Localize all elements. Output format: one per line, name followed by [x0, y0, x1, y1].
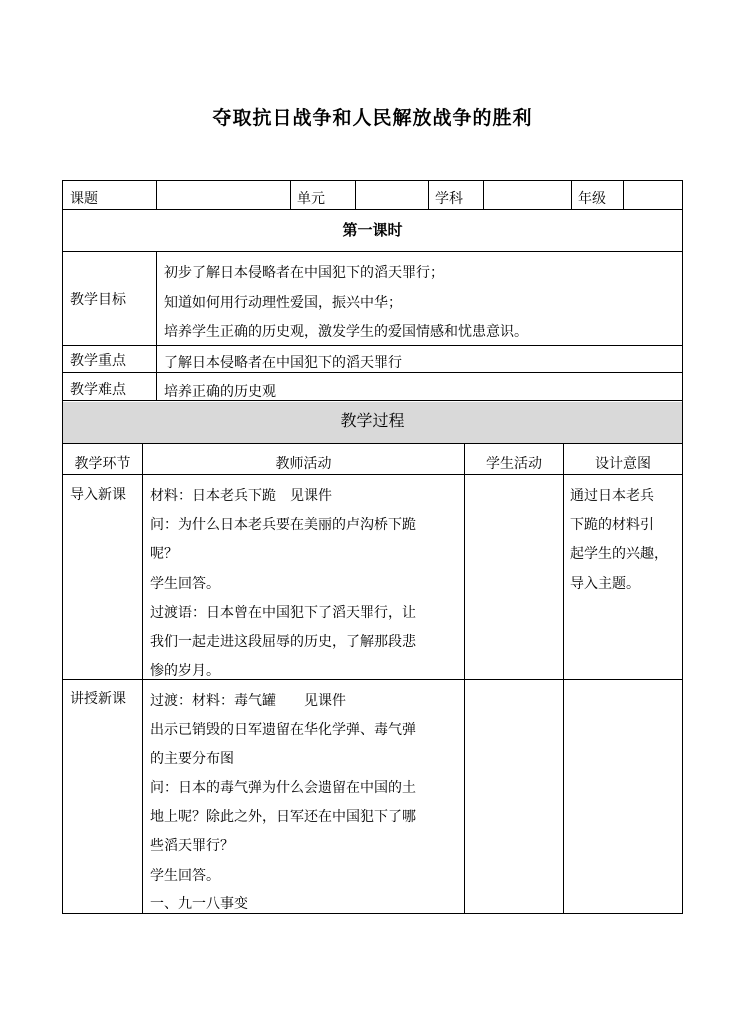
lesson-title: 第一课时 — [342, 221, 403, 239]
table-border-bottom — [62, 913, 683, 914]
design-line: 起学生的兴趣， — [570, 546, 668, 562]
table-rule — [428, 180, 429, 209]
teacher-line: 地上呢？除此之外，日军还在中国犯下了哪 — [150, 809, 416, 825]
table-rule — [290, 180, 291, 209]
key-point-text: 了解日本侵略者在中国犯下的滔天罪行 — [164, 355, 402, 371]
stage-label: 导入新课 — [70, 487, 126, 503]
table-border-left — [62, 180, 63, 914]
design-line: 导入主题。 — [570, 576, 640, 592]
teacher-line: 呢？ — [150, 546, 178, 562]
design-line: 下跪的材料引 — [570, 517, 654, 533]
process-title: 教学过程 — [340, 411, 405, 430]
teacher-line: 过渡：材料：毒气罐 见课件 — [150, 693, 346, 709]
goals-label: 教学目标 — [70, 292, 126, 308]
table-rule — [62, 400, 683, 401]
column-header-stage: 教学环节 — [74, 456, 131, 472]
table-rule — [62, 443, 683, 444]
table-border-right — [682, 180, 683, 914]
table-rule — [571, 180, 572, 209]
teacher-line: 一、九一八事变 — [150, 896, 248, 912]
column-header-student: 学生活动 — [486, 456, 542, 472]
teacher-line: 出示已销毁的日军遗留在华化学弹、毒气弹 — [150, 722, 416, 738]
table-rule — [156, 251, 157, 400]
grade-label: 年级 — [578, 191, 606, 207]
column-header-teacher: 教师活动 — [275, 456, 332, 472]
table-rule — [464, 443, 465, 913]
teacher-line: 过渡语：日本曾在中国犯下了滔天罪行，让 — [150, 605, 416, 621]
table-rule — [355, 180, 356, 209]
goal-item: 知道如何用行动理性爱国，振兴中华； — [164, 295, 402, 311]
stage-label: 讲授新课 — [70, 691, 126, 707]
key-point-label: 教学重点 — [70, 353, 126, 369]
difficulty-text: 培养正确的历史观 — [164, 384, 276, 400]
teacher-line: 学生回答。 — [150, 576, 220, 592]
teacher-line: 问：日本的毒气弹为什么会遗留在中国的土 — [150, 780, 416, 796]
unit-label: 单元 — [297, 191, 325, 207]
table-rule — [156, 180, 157, 209]
difficulty-label: 教学难点 — [70, 382, 126, 398]
goal-item: 初步了解日本侵略者在中国犯下的滔天罪行； — [164, 265, 444, 281]
subject-label: 学科 — [435, 191, 463, 207]
course-label: 课题 — [70, 191, 98, 207]
table-rule — [563, 443, 564, 913]
table-rule — [62, 474, 683, 475]
teacher-line: 问：为什么日本老兵要在美丽的卢沟桥下跪 — [150, 517, 416, 533]
table-rule — [62, 209, 683, 210]
table-rule — [623, 180, 624, 209]
teacher-line: 我们一起走进这段屈辱的历史，了解那段悲 — [150, 634, 416, 650]
column-header-design: 设计意图 — [595, 456, 651, 472]
document-title: 夺取抗日战争和人民解放战争的胜利 — [212, 107, 533, 129]
teacher-line: 惨的岁月。 — [150, 663, 220, 679]
teacher-line: 材料：日本老兵下跪 见课件 — [150, 488, 332, 504]
teacher-line: 的主要分布图 — [150, 751, 234, 767]
goal-item: 培养学生正确的历史观，激发学生的爱国情感和忧患意识。 — [164, 324, 528, 340]
table-rule — [142, 443, 143, 913]
teacher-line: 学生回答。 — [150, 868, 220, 884]
design-line: 通过日本老兵 — [570, 488, 654, 504]
table-rule — [483, 180, 484, 209]
teacher-line: 些滔天罪行？ — [150, 838, 234, 854]
